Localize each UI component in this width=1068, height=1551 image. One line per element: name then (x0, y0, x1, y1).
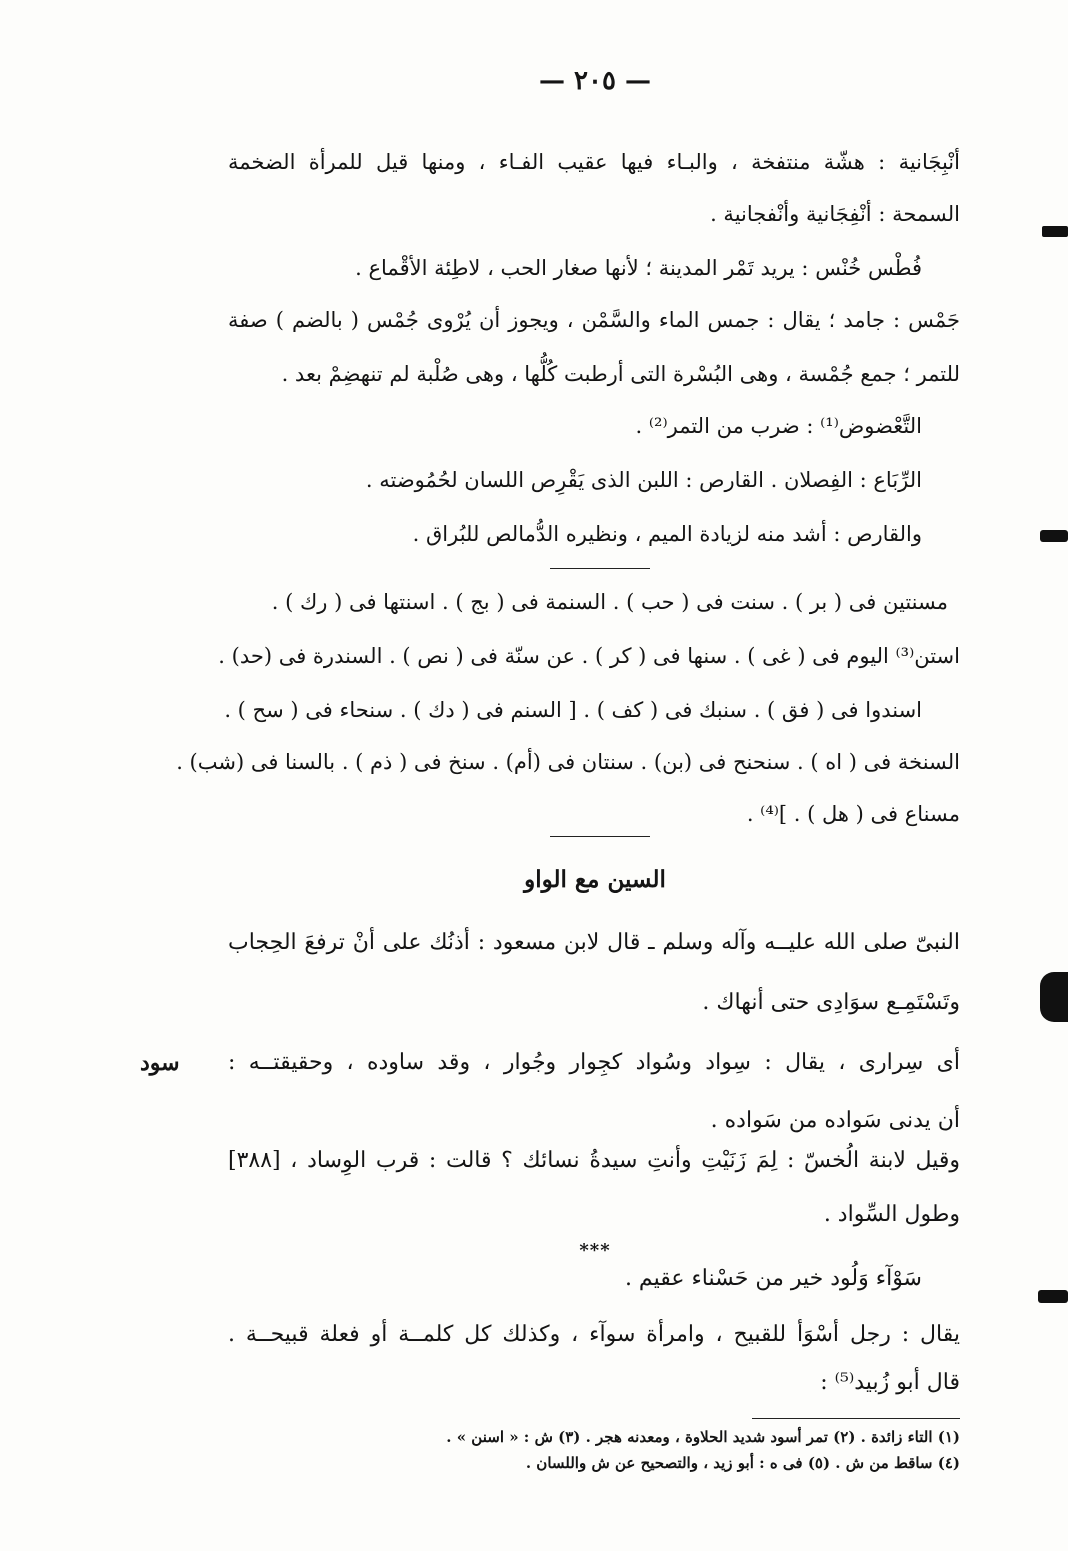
text-line: الرِّبَاع : الفِصلان . القارص : اللبن الذى يَقْرِص اللسان لحُمُوضته . (365, 468, 922, 492)
side-keyword: سود (140, 1050, 180, 1076)
section-divider-stars: *** (579, 1240, 611, 1261)
section-body-continued (228, 1266, 960, 1406)
text-line: سَوْآء وَلُود خير من حَسْناء عقيم . (624, 1266, 922, 1291)
text-line: السنخة فى ( اه ) . سنحنح فى (بن) . سنتان فى (أم) . سنخ فى ( ذم ) . بالسنا فى (شب) . (176, 750, 960, 774)
text-line: النبىّ صلى الله عليــه وآله وسلم ـ قال لابن مسعود : أذنُك على أنْ ترفعَ الحِجاب (228, 930, 960, 955)
footnote-line: (١) التاء زائدة . (٢) تمر أسود شديد الحلاوة ، ومعدنه هجر . (٣) ش : « اسنن » . (446, 1428, 960, 1446)
footnote-line: (٤) ساقط من ش . (٥) فى ه : أبو زيد ، والتصحيح عن ش واللسان . (525, 1454, 960, 1472)
scan-edge-mark (1040, 972, 1068, 1022)
text-line: أى سِرارى ، يقال : سِواد وسُواد كجِوار وجُوار ، وقد ساوده ، وحقيقتــه : (228, 1050, 960, 1075)
upper-text-block (228, 150, 960, 550)
page-number: — ٢٠٥ — (538, 66, 652, 96)
text-line: جَمْس : جامد ؛ يقال : جمس الماء والسَّمْن ، ويجوز أن يُرْوى جُمْس ( بالضم ) صفة (228, 308, 960, 332)
text-line: التَّعْضوض⁽¹⁾ : ضرب من التمر⁽²⁾ . (635, 414, 922, 438)
text-line: وقيل لابنة الُخسّ : لِمَ زَنَيْتِ وأنتِ سيدةُ نسائك ؟ قالت : قرب الوِساد ، [٣٨٨] (228, 1148, 960, 1173)
text-line: فُطْس خُنْس : يريد تَمْر المدينة ؛ لأنها صغار الحب ، لاطِئة الأقْماع . (355, 256, 922, 280)
text-line: وطول السِّواد . (823, 1202, 960, 1227)
text-line: للتمر ؛ جمع جُمْسة ، وهى البُسْرة التى أرطبت كُلُّها ، وهى صُلْبة لم تنهضِمْ بعد . (281, 362, 960, 386)
scan-edge-mark (1038, 1290, 1068, 1303)
section-title: السين مع الواو (524, 866, 666, 893)
text-line: والقارص : أشد منه لزيادة الميم ، ونظيره الدُّمالص للبُراق . (412, 522, 922, 546)
footnotes (228, 1428, 960, 1488)
scan-edge-mark (1040, 530, 1068, 542)
text-line: قال أبو زُبيد⁽⁵⁾ : (820, 1370, 960, 1395)
text-line: أنْبِجَانية : هشّة منتفخة ، والبـاء فيها عقيب الفـاء ، ومنها قيل للمرأة الضخمة (228, 150, 960, 174)
text-line: السمحة : أنْفِجَانية وأنْفجانية . (710, 202, 960, 226)
text-line: مسنتين فى ( بر ) . سنت فى ( حب ) . السنمة فى ( بج ) . اسنتها فى ( رك ) . (271, 590, 948, 614)
text-line: أن يدنى سَواده من سَواده . (710, 1108, 960, 1133)
section-body (228, 930, 960, 1230)
separator-rule (550, 836, 650, 837)
index-text-block (176, 590, 960, 830)
footnote-rule (752, 1418, 960, 1419)
text-line: وتَسْتَمِـع سوَادِى حتى أنهاك . (702, 990, 960, 1015)
text-line: مسناع فى ( هل ) . ]⁽⁴⁾ . (746, 802, 960, 826)
separator-rule (550, 568, 650, 569)
text-line: يقال : رجل أسْوَأ للقبيح ، وامرأة سوآء ، وكذلك كل كلمــة أو فعلة قبيحــة . (228, 1322, 960, 1347)
text-line: استن⁽³⁾ اليوم فى ( غى ) . سنها فى ( كر ) . عن سنّة فى ( نص ) . السندرة فى (حد) . (218, 644, 960, 668)
text-line: اسندوا فى ( فق ) . سنبك فى ( كف ) . [ السنم فى ( دك ) . سنحاء فى ( سح ) . (224, 698, 922, 722)
scan-edge-mark (1042, 226, 1068, 237)
